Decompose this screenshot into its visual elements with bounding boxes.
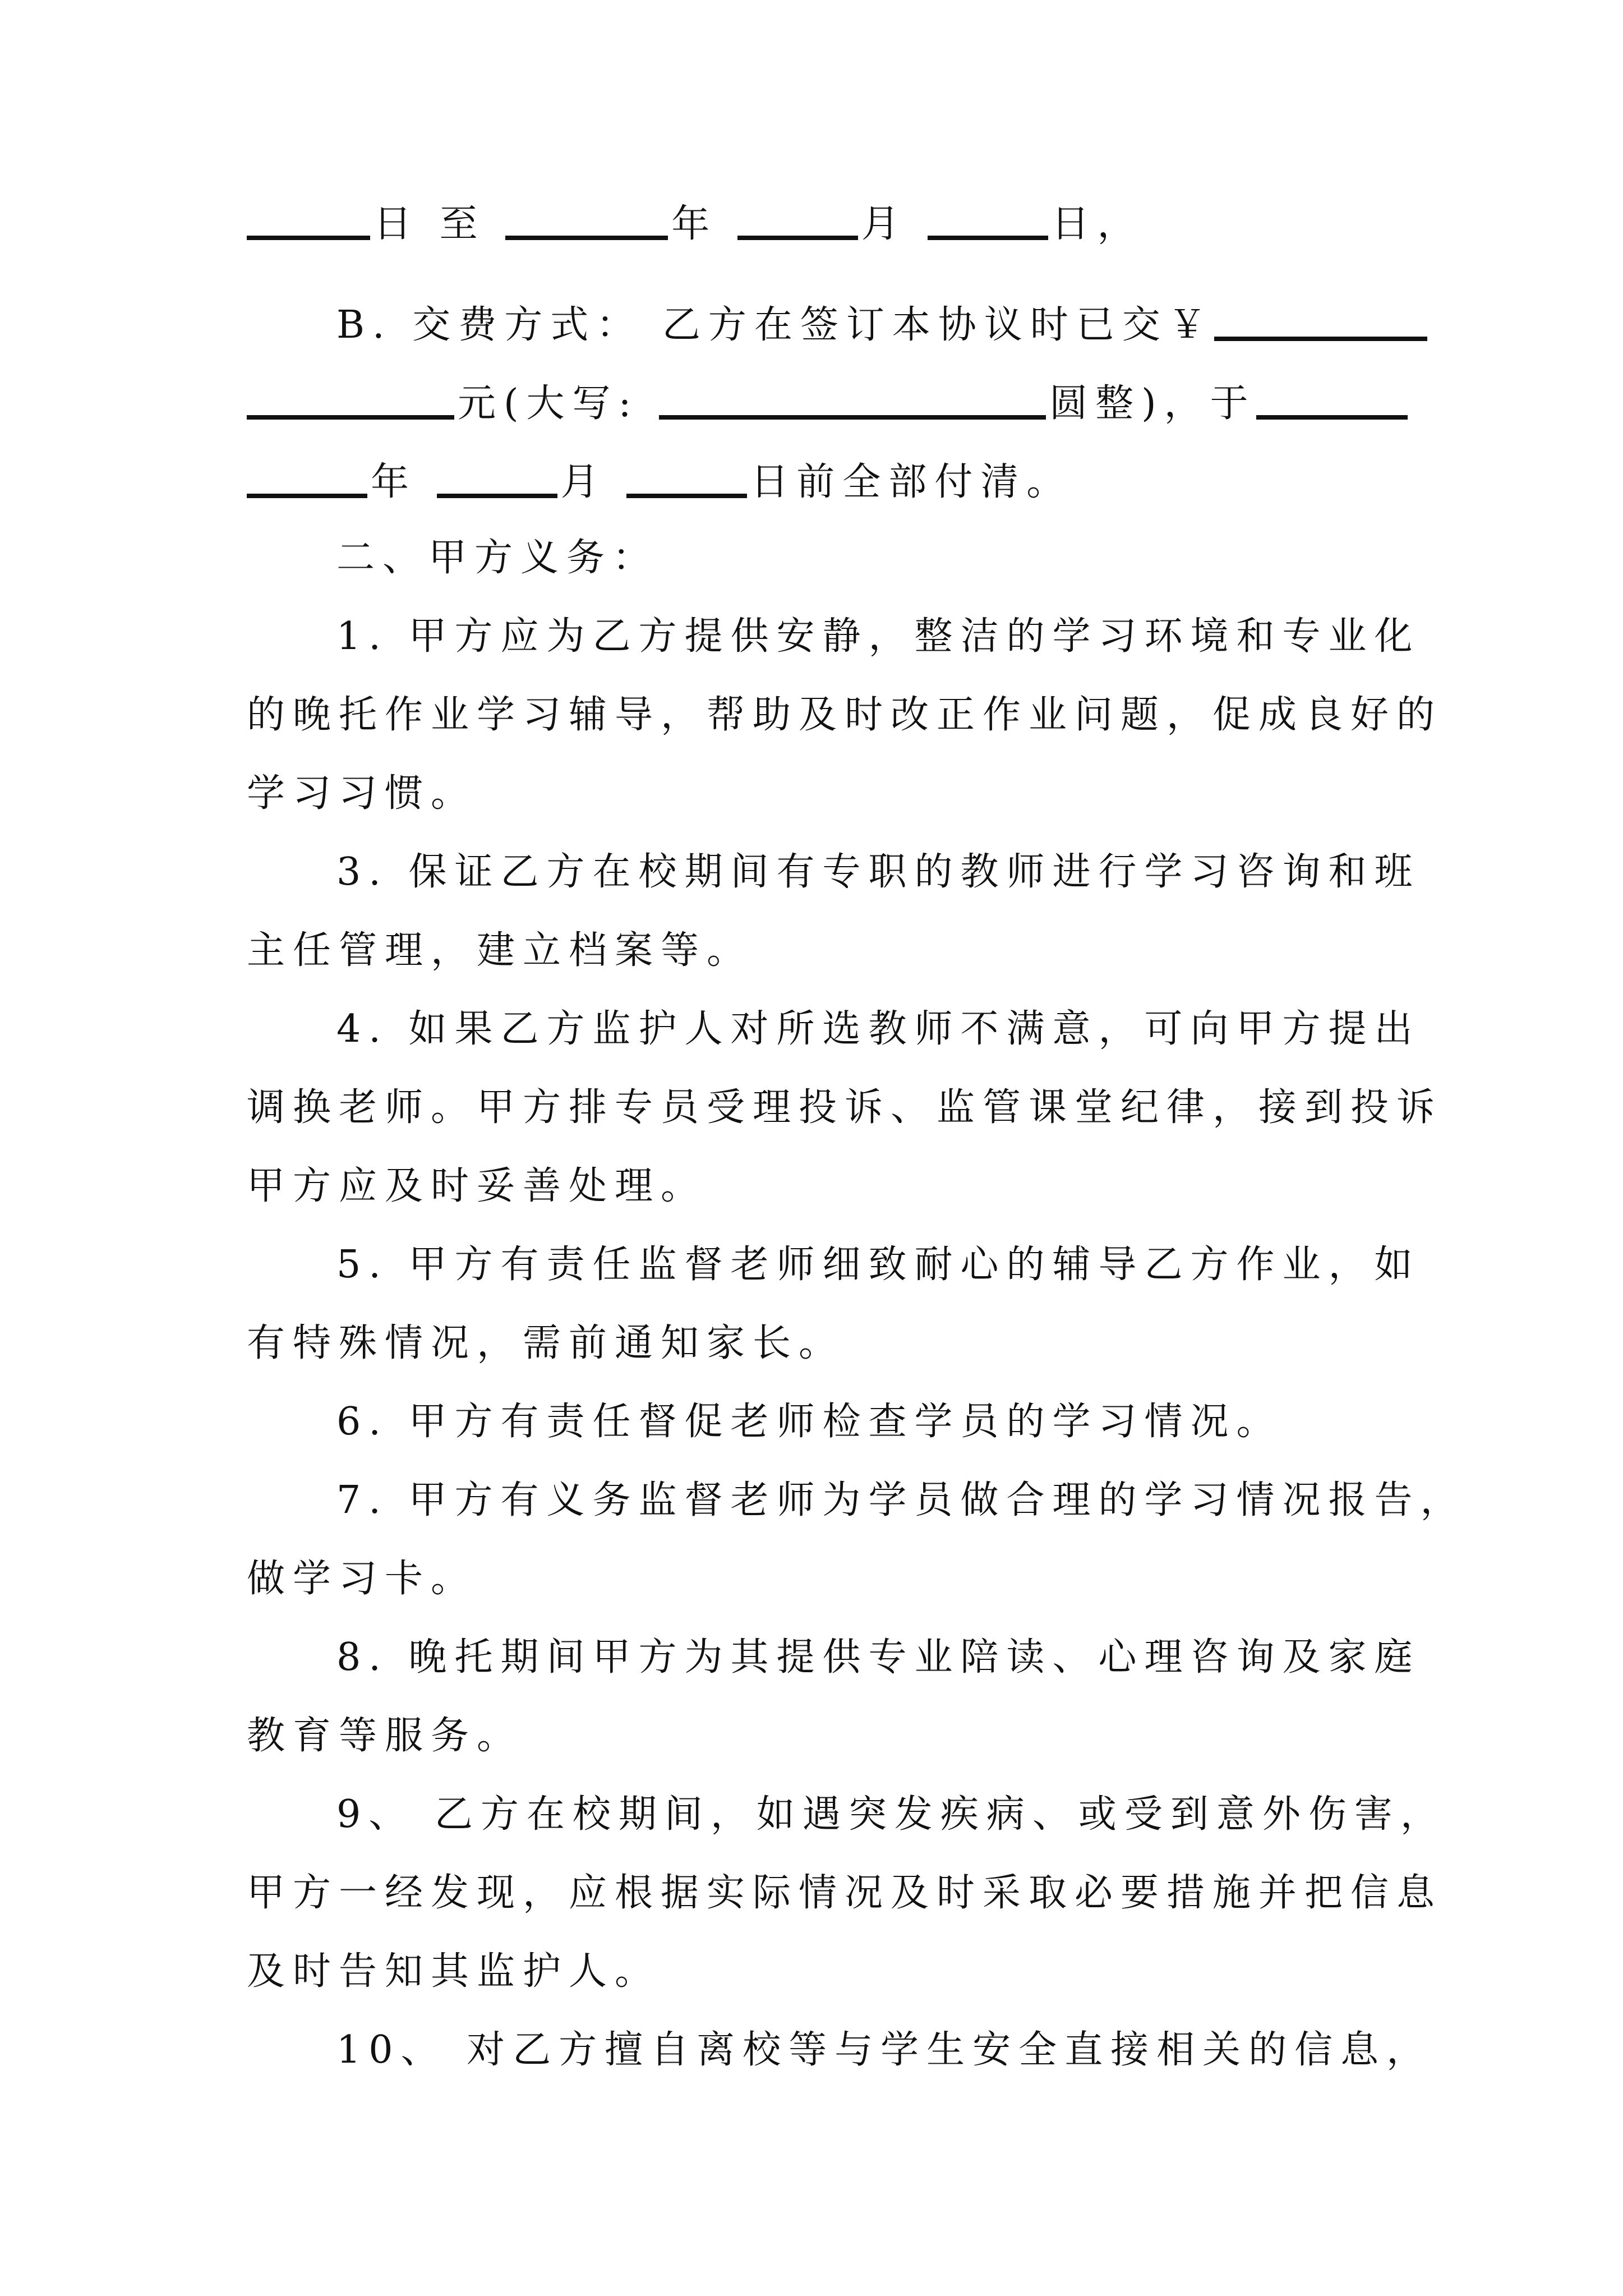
blank-month bbox=[737, 236, 858, 240]
obligation-4-line-3: 甲方应及时妥善处理。 bbox=[247, 1164, 707, 1208]
obligation-8-line-2: 教育等服务。 bbox=[247, 1714, 523, 1758]
obligation-4-line-2: 调换老师。甲方排专员受理投诉、监管课堂纪律，接到投诉 bbox=[247, 1085, 1443, 1130]
month-label: 月 bbox=[861, 202, 907, 246]
obligation-9-line-3: 及时告知其监护人。 bbox=[247, 1949, 661, 1994]
blank-day bbox=[247, 236, 370, 240]
pay-deadline-text: 日前全部付清。 bbox=[750, 460, 1073, 504]
obligation-1-line-3: 学习习惯。 bbox=[247, 771, 477, 816]
uppercase-amount-label: 元(大写: bbox=[458, 381, 639, 426]
obligation-8-line-1: 8. 晚托期间甲方为其提供专业陪读、心理咨询及家庭 bbox=[336, 1635, 1421, 1680]
payment-amount-line bbox=[247, 376, 1391, 432]
obligation-1-line-2: 的晚托作业学习辅导，帮助及时改正作业问题，促成良好的 bbox=[247, 693, 1443, 737]
obligation-7-line-2: 做学习卡。 bbox=[247, 1557, 477, 1601]
blank-pay-year-cont bbox=[247, 494, 367, 498]
blank-amount-cont bbox=[247, 415, 454, 420]
obligation-10-line-1: 10、 对乙方擅自离校等与学生安全直接相关的信息， bbox=[336, 2028, 1433, 2072]
year-label: 年 bbox=[671, 202, 718, 246]
payment-method-line bbox=[247, 297, 1391, 353]
blank-pay-day bbox=[626, 494, 747, 498]
blank-day-2 bbox=[928, 236, 1048, 240]
payment-method-text: B. 交费方式： 乙方在签订本协议时已交￥ bbox=[336, 303, 1214, 347]
obligation-4-line-1: 4. 如果乙方监护人对所选教师不满意，可向甲方提出 bbox=[336, 1007, 1421, 1051]
day-end-label: 日， bbox=[1051, 202, 1144, 246]
blank-uppercase bbox=[659, 415, 1046, 420]
blank-amount bbox=[1214, 337, 1427, 341]
obligation-9-line-2: 甲方一经发现，应根据实际情况及时采取必要措施并把信息 bbox=[247, 1871, 1443, 1915]
obligation-3-line-1: 3. 保证乙方在校期间有专职的教师进行学习咨询和班 bbox=[336, 850, 1421, 894]
pay-month-label: 月 bbox=[560, 460, 607, 504]
obligation-3-line-2: 主任管理，建立档案等。 bbox=[247, 928, 753, 973]
obligation-7-line-1: 7. 甲方有义务监督老师为学员做合理的学习情况报告， bbox=[336, 1478, 1467, 1522]
fee-period-line bbox=[247, 196, 1391, 252]
obligation-5-line-2: 有特殊情况，需前通知家长。 bbox=[247, 1321, 845, 1365]
obligation-5-line-1: 5. 甲方有责任监督老师细致耐心的辅导乙方作业，如 bbox=[336, 1243, 1421, 1287]
blank-year bbox=[505, 236, 668, 240]
obligation-1-line-1: 1. 甲方应为乙方提供安静，整洁的学习环境和专业化 bbox=[336, 614, 1421, 659]
blank-pay-month bbox=[437, 494, 557, 498]
day-to-label: 日 至 bbox=[374, 202, 486, 246]
section-two-heading: 二、甲方义务： bbox=[336, 536, 659, 580]
payment-deadline-line bbox=[247, 454, 1391, 510]
obligation-6-line-1: 6. 甲方有责任督促老师检查学员的学习情况。 bbox=[336, 1400, 1283, 1444]
blank-pay-year bbox=[1256, 415, 1408, 420]
pay-year-label: 年 bbox=[371, 460, 417, 504]
amount-suffix-label: 圆整)，于 bbox=[1049, 381, 1256, 426]
obligation-9-line-1: 9、 乙方在校期间，如遇突发疾病、或受到意外伤害， bbox=[336, 1792, 1446, 1837]
